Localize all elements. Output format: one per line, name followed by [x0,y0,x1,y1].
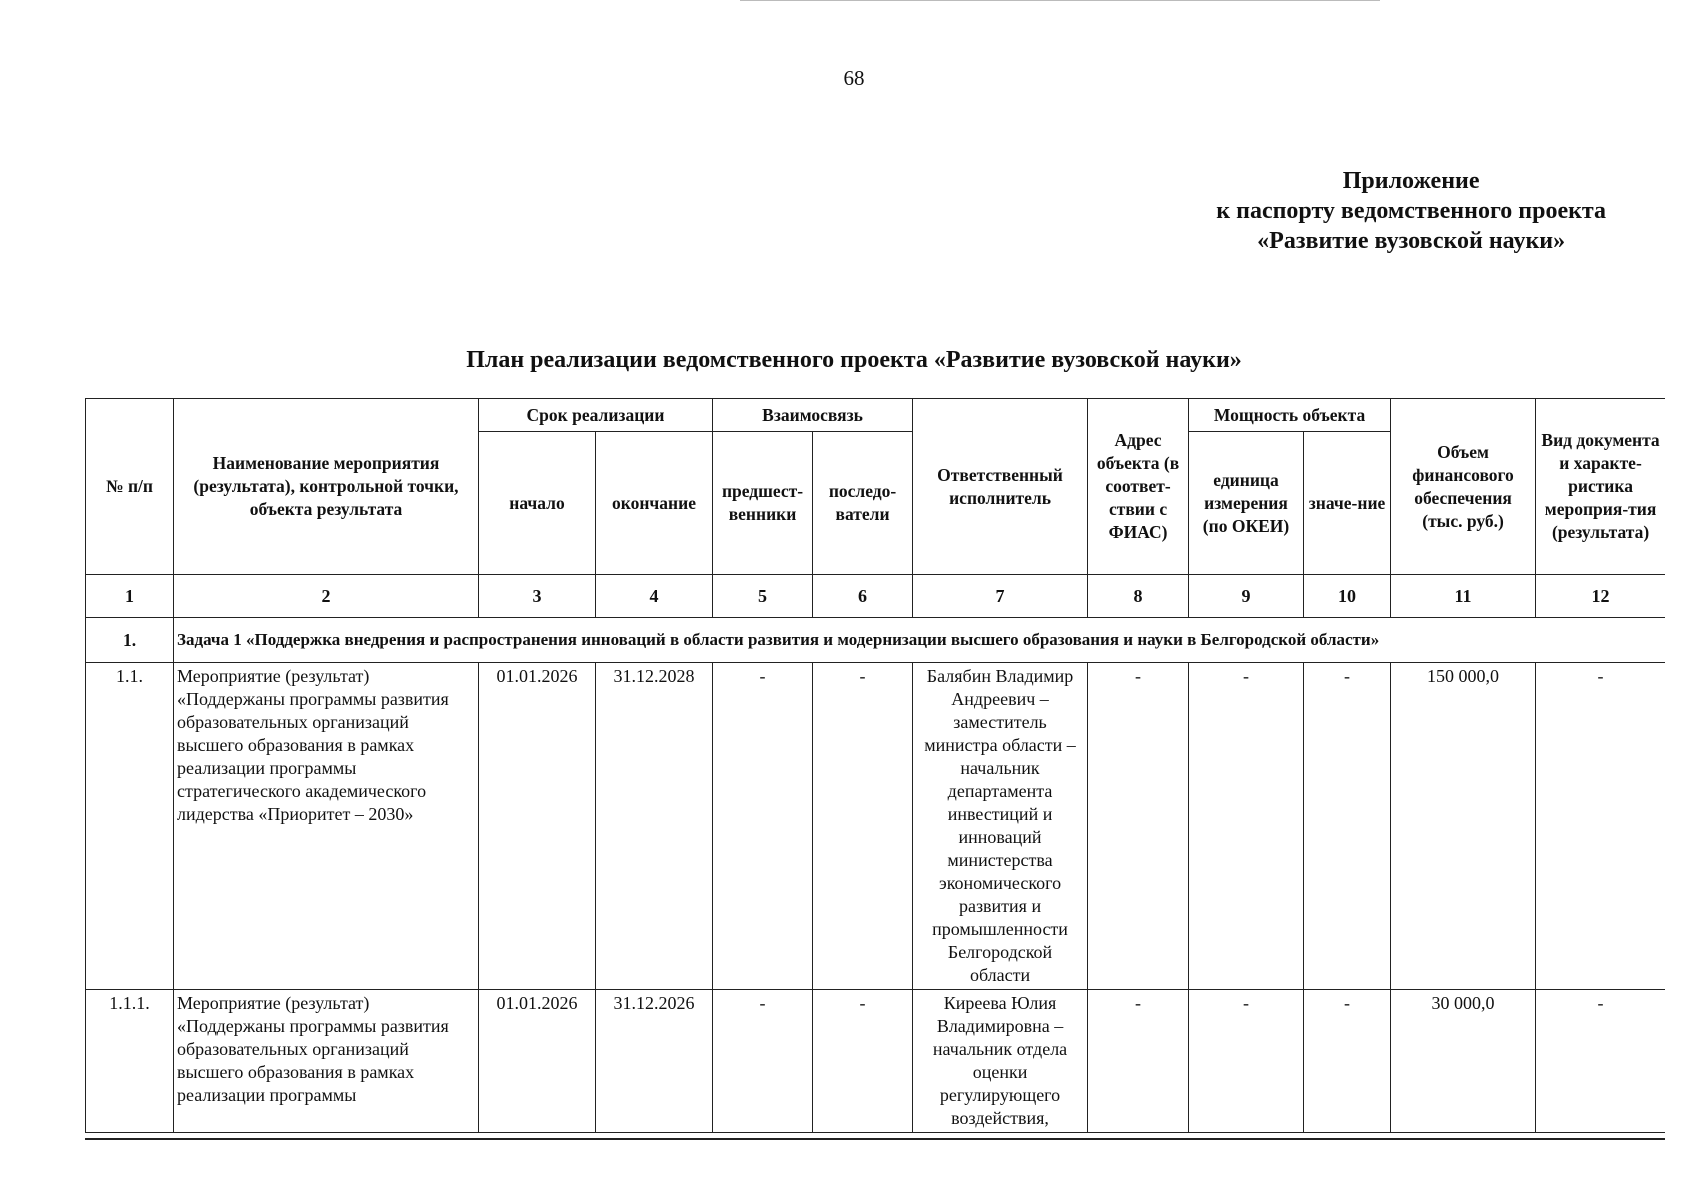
row-name: Мероприятие (результат) «Поддержаны программы развития образовательных организаций высшего образования в рамках реализации программы стратегического академического лидерства «Приоритет – 2030» [174,663,479,990]
row-successors: - [813,663,913,990]
row-successors: - [813,990,913,1133]
appendix-line-3: «Развитие вузовской науки» [1257,228,1566,254]
column-number: 6 [813,575,913,618]
row-funding: 150 000,0 [1391,663,1536,990]
row-predecessors: - [713,990,813,1133]
header-unit: единица измерения (по ОКЕИ) [1189,432,1304,575]
row-responsible: Киреева Юлия Владимировна – начальник отдела оценки регулирующего воздействия, [913,990,1088,1133]
header-num: № п/п [86,399,174,575]
column-number: 7 [913,575,1088,618]
column-number: 1 [86,575,174,618]
row-address: - [1088,663,1189,990]
row-value: - [1304,663,1391,990]
header-period: Срок реализации [479,399,713,432]
task-text: Задача 1 «Поддержка внедрения и распространения инноваций в области развития и модернизации высшего образования и науки в Белгородской области» [174,618,1666,663]
column-number: 3 [479,575,596,618]
plan-title: План реализации ведомственного проекта «Развитие вузовской науки» [466,347,1242,373]
header-start: начало [479,432,596,575]
column-number: 9 [1189,575,1304,618]
row-unit: - [1189,990,1304,1133]
row-end: 31.12.2028 [596,663,713,990]
top-edge-line [740,0,1380,1]
header-responsible: Ответственный исполнитель [913,399,1088,575]
row-doc-type: - [1536,663,1665,990]
column-number: 11 [1391,575,1536,618]
header-name: Наименование мероприятия (результата), контрольной точки, объекта результата [174,399,479,575]
column-number: 10 [1304,575,1391,618]
header-doc-type: Вид документа и характе-ристика мероприя-тия (результата) [1536,399,1665,575]
header-address: Адрес объекта (в соответ-ствии с ФИАС) [1088,399,1189,575]
header-value: значе-ние [1304,432,1391,575]
row-value: - [1304,990,1391,1133]
column-number: 5 [713,575,813,618]
task-row [86,618,1666,663]
column-number: 2 [174,575,479,618]
appendix-line-1: Приложение [1342,168,1480,194]
row-responsible: Балябин Владимир Андреевич – заместитель министра области – начальник департамента инвестиций и инноваций министерства экономического развития и промышленности Белгородской области [913,663,1088,990]
row-num: 1.1.1. [86,990,174,1133]
header-capacity: Мощность объекта [1189,399,1391,432]
row-num: 1.1. [86,663,174,990]
row-name: Мероприятие (результат) «Поддержаны программы развития образовательных организаций высшего образования в рамках реализации программы [174,990,479,1133]
row-predecessors: - [713,663,813,990]
page-number: 68 [843,66,865,90]
appendix-line-2: к паспорту ведомственного проекта [1216,198,1606,224]
row-funding: 30 000,0 [1391,990,1536,1133]
appendix-heading [1216,166,1606,256]
table-row [86,990,1666,1133]
column-number-row [86,575,1666,618]
row-unit: - [1189,663,1304,990]
column-number: 8 [1088,575,1189,618]
header-successors: последо-ватели [813,432,913,575]
column-number: 4 [596,575,713,618]
row-start: 01.01.2026 [479,990,596,1133]
column-number: 12 [1536,575,1665,618]
row-address: - [1088,990,1189,1133]
header-relation: Взаимосвязь [713,399,913,432]
task-number: 1. [86,618,174,663]
row-end: 31.12.2026 [596,990,713,1133]
row-start: 01.01.2026 [479,663,596,990]
header-funding: Объем финансового обеспечения (тыс. руб.) [1391,399,1536,575]
plan-table-container [85,398,1665,1140]
table-row [86,663,1666,990]
row-doc-type: - [1536,990,1665,1133]
plan-table [85,398,1665,1133]
header-predecessors: предшест-венники [713,432,813,575]
header-end: окончание [596,432,713,575]
